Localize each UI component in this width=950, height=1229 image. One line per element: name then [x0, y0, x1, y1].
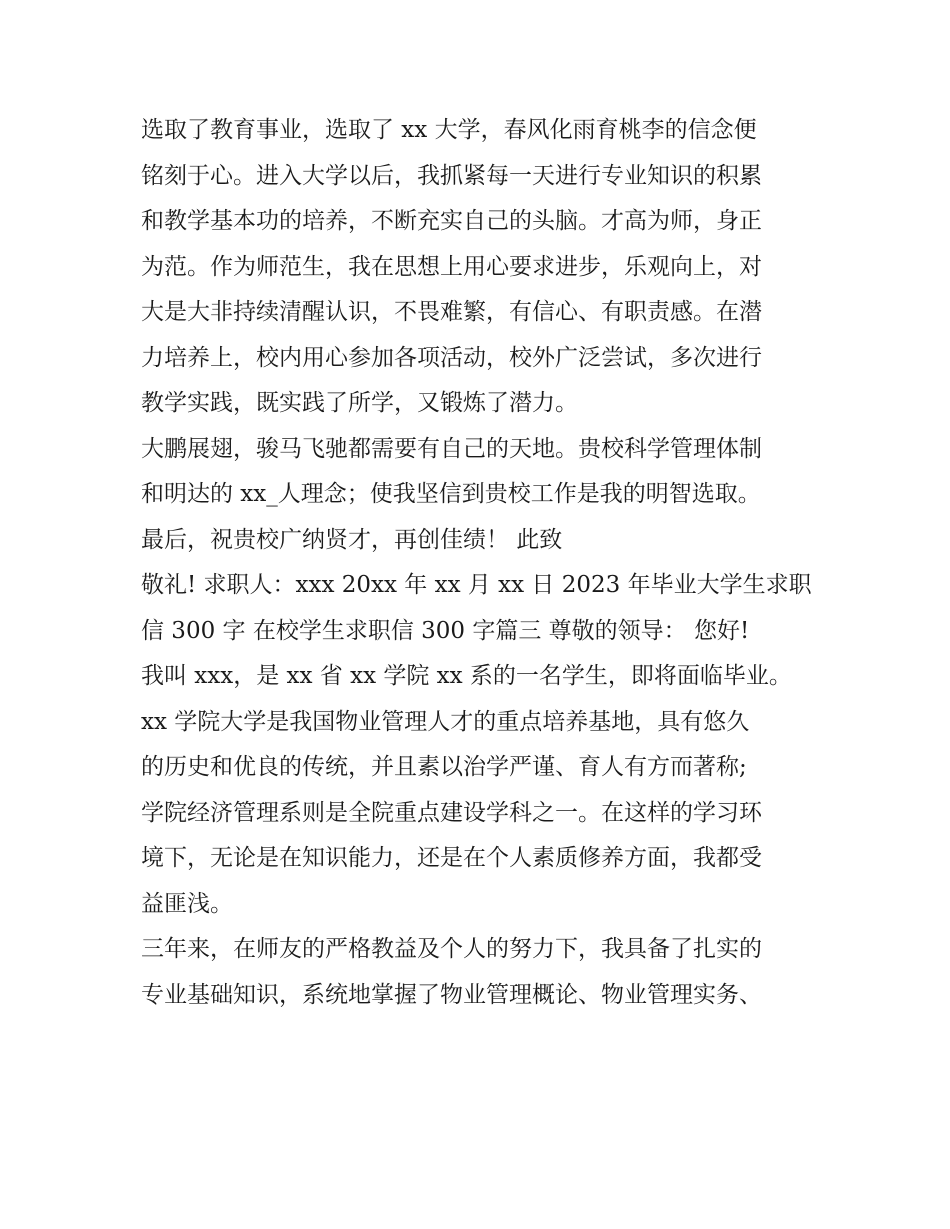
text-line-15: 的历史和优良的传统，并且素以治学严谨、育人有方而著称;: [141, 754, 747, 780]
text-line-10: 最后，祝贵校广纳贤才，再创佳绩！ 此致: [141, 526, 563, 553]
text-line-6: 力培养上，校内用心参加各项活动，校外广泛尝试，多次进行: [141, 344, 762, 371]
text-line-17: 境下，无论是在知识能力，还是在个人素质修养方面，我都受: [141, 845, 762, 871]
text-line-20: 专业基础知识，系统地掌握了物业管理概论、物业管理实务、: [141, 981, 762, 1008]
text-line-13: 我叫 xxx，是 xx 省 xx 学院 xx 系的一名学生，即将面临毕业。: [141, 663, 792, 689]
text-line-12: 信 300 字 在校学生求职信 300 字篇三 尊敬的领导： 您好!: [141, 617, 750, 644]
text-line-2: 铭刻于心。进入大学以后，我抓紧每一天进行专业知识的积累: [141, 162, 762, 189]
text-line-9: 和明达的 xx_人理念；使我坚信到贵校工作是我的明智选取。: [141, 481, 761, 507]
body-text: [141, 108, 821, 1018]
text-line-4: 为范。作为师范生，我在思想上用心要求进步，乐观向上，对: [141, 253, 762, 280]
text-line-7: 教学实践，既实践了所学，又锻炼了潜力。: [141, 390, 578, 416]
text-line-5: 大是大非持续清醒认识，不畏难繁，有信心、有职责感。在潜: [141, 299, 762, 325]
text-line-14: xx 学院大学是我国物业管理人才的重点培养基地，具有悠久: [141, 708, 750, 735]
text-line-3: 和教学基本功的培养，不断充实自己的头脑。才高为师，身正: [141, 208, 762, 234]
text-line-11: 敬礼! 求职人：xxx 20xx 年 xx 月 xx 日 2023 年毕业大学生求职: [141, 572, 812, 598]
text-line-18: 益匪浅。: [141, 890, 233, 917]
text-line-1: 选取了教育事业，选取了 xx 大学，春风化雨育桃李的信念便: [141, 117, 757, 143]
text-line-8: 大鹏展翅，骏马飞驰都需要有自己的天地。贵校科学管理体制: [141, 435, 762, 462]
text-line-16: 学院经济管理系则是全院重点建设学科之一。在这样的学习环: [141, 799, 762, 826]
text-line-19: 三年来，在师友的严格教益及个人的努力下，我具备了扎实的: [141, 936, 762, 962]
